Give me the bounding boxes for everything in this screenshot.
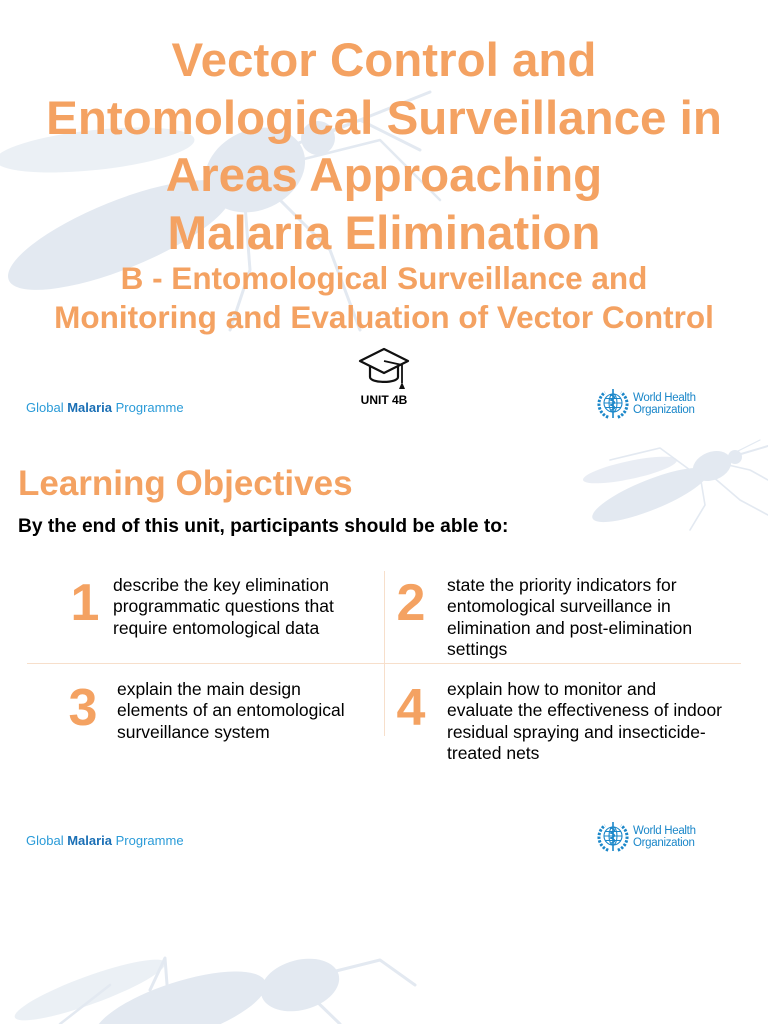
title-line: Malaria Elimination xyxy=(167,206,601,260)
objective-line: explain how to monitor and xyxy=(447,679,657,699)
who-logo-text xyxy=(633,392,696,416)
objective-number: 4 xyxy=(396,679,426,737)
grid-divider-vertical xyxy=(384,571,385,736)
objective-line: surveillance system xyxy=(117,721,270,742)
title-line: Vector Control and xyxy=(171,34,597,87)
programme-word-malaria: Malaria xyxy=(67,400,113,415)
programme-word-global: Global xyxy=(26,400,64,415)
programme-word-programme: Programme xyxy=(115,833,184,848)
unit-label: UNIT 4B xyxy=(360,393,408,407)
objective-line: settings xyxy=(447,639,508,660)
grid-divider-horizontal xyxy=(27,663,741,664)
objective-line: entomological surveillance in xyxy=(447,596,671,617)
objective-line: evaluate the effectiveness of indoor xyxy=(447,700,723,721)
objective-text xyxy=(447,679,722,765)
objective-line: describe the key elimination xyxy=(113,575,329,595)
graduation-cap-icon xyxy=(358,345,410,393)
mosquito-watermark xyxy=(10,949,415,1024)
who-logo-line: World Health xyxy=(633,825,696,837)
programme-word-global: Global xyxy=(26,833,64,848)
who-logo-line: Organization xyxy=(633,404,695,416)
objective-line: treated nets xyxy=(447,743,540,764)
objective-text xyxy=(447,575,692,661)
intro-text: By the end of this unit, participants should be able to: xyxy=(18,516,509,537)
objective-line: programmatic questions that xyxy=(113,596,334,617)
objective-line: elements of an entomological xyxy=(117,700,345,721)
who-logo-line: Organization xyxy=(633,837,695,849)
who-logo-line: World Health xyxy=(633,392,696,404)
objective-number: 1 xyxy=(70,574,100,632)
who-emblem-icon xyxy=(596,820,630,854)
mosquito-watermark xyxy=(581,440,768,532)
objective-line: state the priority indicators for xyxy=(447,575,677,595)
objective-line: require entomological data xyxy=(113,617,320,638)
subtitle-line: Monitoring and Evaluation of Vector Control xyxy=(54,299,714,335)
global-malaria-programme-logo xyxy=(26,833,184,849)
objective-number: 2 xyxy=(396,574,426,632)
programme-word-programme: Programme xyxy=(115,400,184,415)
objective-number: 3 xyxy=(68,679,98,737)
objective-text xyxy=(117,679,345,743)
subtitle-line: B - Entomological Surveillance and xyxy=(120,260,648,296)
slide-heading: Learning Objectives xyxy=(18,464,353,503)
title-line: Areas Approaching xyxy=(165,149,603,202)
objective-text xyxy=(113,575,334,639)
objective-line: elimination and post-elimination xyxy=(447,617,693,638)
programme-word-malaria: Malaria xyxy=(67,833,113,848)
slide-subtitle xyxy=(0,259,768,337)
title-line: Entomological Surveillance in xyxy=(46,91,722,145)
objective-line: residual spraying and insecticide- xyxy=(447,721,706,742)
objective-line: explain the main design xyxy=(117,679,301,699)
who-emblem-icon xyxy=(596,387,630,421)
slide-title xyxy=(0,32,768,262)
who-logo-text xyxy=(633,825,696,849)
global-malaria-programme-logo xyxy=(26,400,184,416)
